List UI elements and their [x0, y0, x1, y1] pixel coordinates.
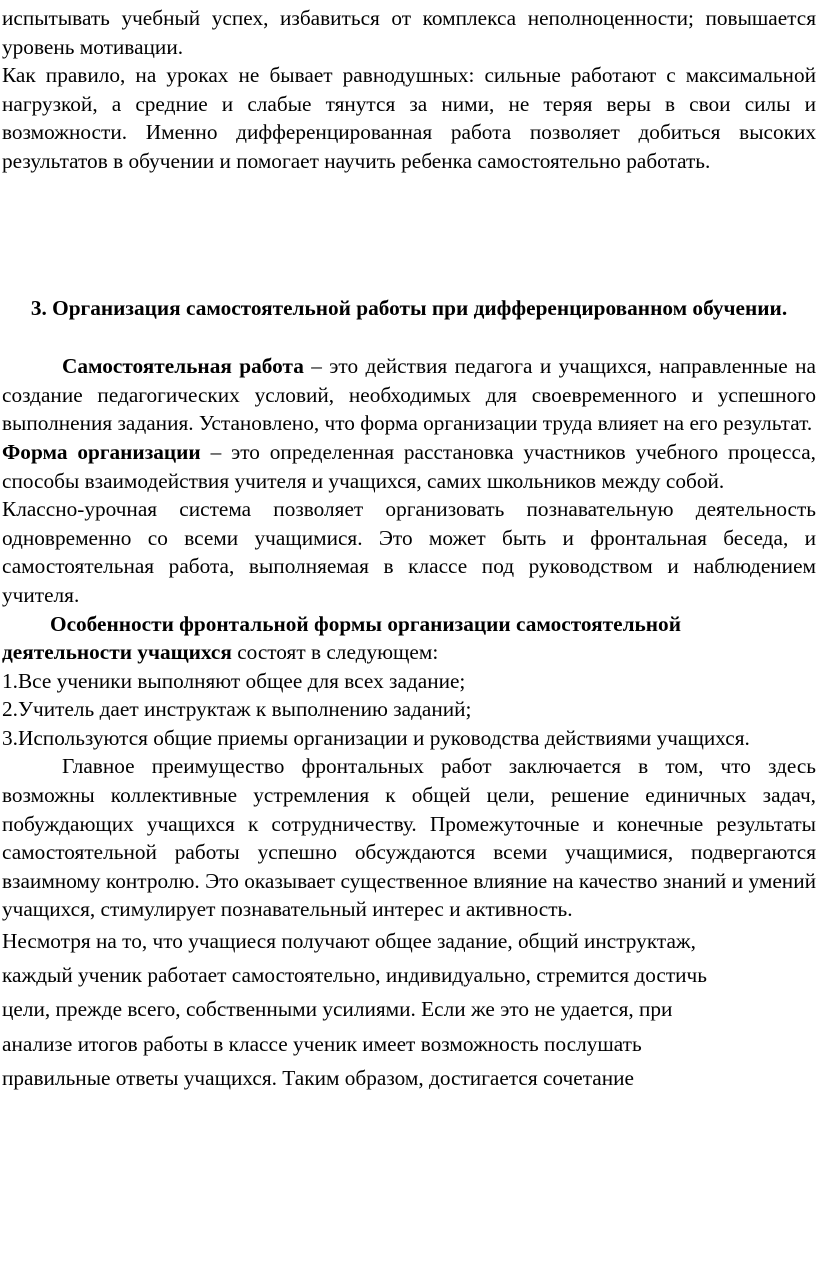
list-item: 3.Используются общие приемы организации и руководства действиями учащихся.: [2, 725, 750, 750]
text-line: Несмотря на то, что учащиеся получают общее задание, общий инструктаж,: [2, 929, 696, 954]
definition-text: – это определенная расстановка участников учебного процесса, способы взаимодействия учителя и учащихся, самих школьников между собой.: [2, 439, 816, 493]
term-independent-work: Самостоятельная работа: [62, 354, 304, 379]
list-item: 2.Учитель дает инструктаж к выполнению заданий;: [2, 697, 472, 722]
spacer: [2, 176, 816, 294]
spacer: [2, 322, 816, 352]
text-line: каждый ученик работает самостоятельно, индивидуально, стремится достичь: [2, 963, 707, 988]
paragraph-individual-work: [2, 924, 816, 1095]
text-line: анализе итогов работы в классе ученик имеет возможность послушать: [2, 1031, 642, 1056]
term-organization-form: Форма организации: [2, 439, 201, 464]
term-frontal-features: Особенности фронтальной формы организации самостоятельной деятельности учащихся: [2, 611, 681, 665]
paragraph-class-system: Классно-урочная система позволяет организовать познавательную деятельность одновременно со всеми учащимися. Это может быть и фронтальная беседа, и самостоятельная работа, выполняемая в классе под руководством и наблюдением учителя.: [2, 497, 816, 607]
text-line: цели, прежде всего, собственными усилиями. Если же это не удается, при: [2, 997, 673, 1022]
paragraph-frontal-features: [2, 610, 816, 667]
features-intro-text: состоят в следующем:: [231, 640, 439, 665]
paragraph-definition-organization-form: [2, 438, 816, 495]
definition-text: – это действия педагога и учащихся, направленные на создание педагогических условий, необходимых для своевременного и успешного выполнения задания. Установлено, что форма организации труда влияет на его результат.: [2, 354, 816, 436]
section-heading: 3. Организация самостоятельной работы при дифференцированном обучении.: [30, 295, 788, 320]
features-list: [2, 667, 816, 753]
text-line: правильные ответы учащихся. Таким образом, достигается сочетание: [2, 1065, 634, 1090]
paragraph-frontal-advantage: Главное преимущество фронтальных работ заключается в том, что здесь возможны коллективные устремления к общей цели, решение единичных задач, побуждающих учащихся к сотрудничеству. Промежуточные и конечные результаты самостоятельной работы успешно обсуждаются всеми учащимися, подвергаются взаимному контролю. Это оказывает существенное влияние на качество знаний и умений учащихся, стимулирует познавательный интерес и активность.: [2, 754, 816, 922]
list-item: 1.Все ученики выполняют общее для всех задание;: [2, 668, 466, 693]
paragraph-intro: Как правило, на уроках не бывает равнодушных: сильные работают с максимальной нагрузкой, а средние и слабые тянутся за ними, не теряя веры в свои силы и возможности. Именно дифференцированная работа позволяет добиться высоких результатов в обучении и помогает научить ребенка самостоятельно работать.: [2, 63, 816, 173]
paragraph-definition-independent-work: [2, 352, 816, 438]
paragraph-intro-continuation: испытывать учебный успех, избавиться от комплекса неполноценности; повышается уровень мотивации.: [2, 6, 816, 59]
